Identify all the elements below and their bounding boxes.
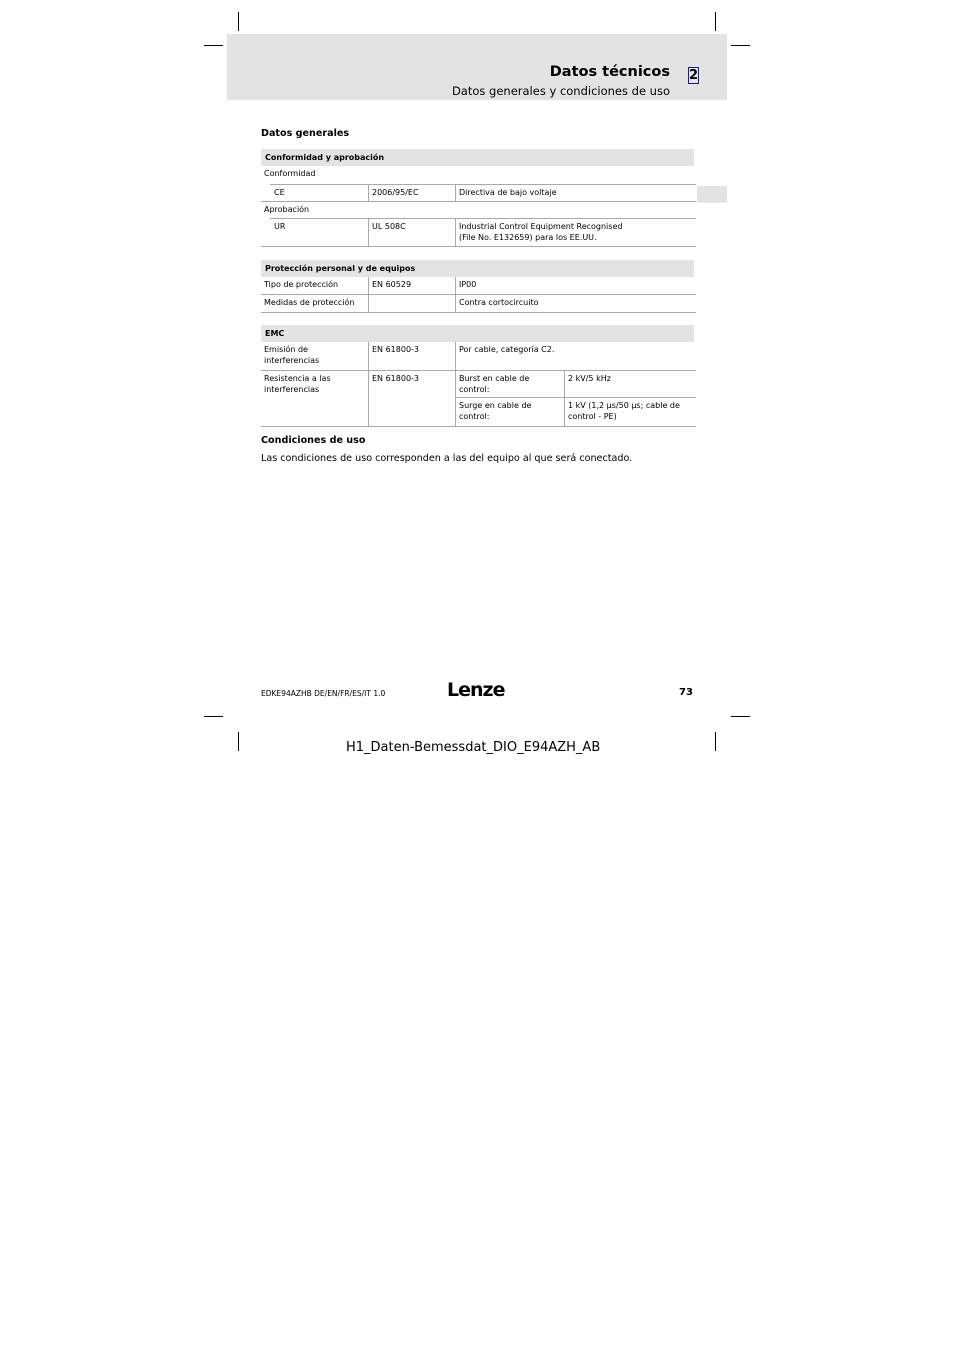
table-header: EMC	[261, 325, 694, 342]
row-name: Medidas de protección	[264, 298, 355, 307]
table-protection	[261, 260, 696, 313]
table-row	[261, 166, 696, 184]
row-name: CE	[270, 184, 368, 201]
crop-mark	[238, 12, 239, 31]
label-line: Burst en cable de	[459, 374, 530, 383]
row-value: Contra cortocircuito	[455, 295, 696, 312]
chapter-side-tab	[697, 186, 727, 203]
row-name: Tipo de protección	[264, 280, 339, 289]
crop-mark	[204, 716, 223, 717]
row-value: IP00	[455, 277, 696, 294]
row-name	[261, 342, 368, 370]
section-heading-conditions: Condiciones de uso	[261, 435, 366, 446]
footer-doc-id: EDKE94AZHB DE/EN/FR/ES/IT 1.0	[261, 689, 386, 698]
table-row	[261, 277, 696, 295]
name-line: Resistencia a las	[264, 374, 331, 383]
value-line: (File No. E132659) para los EE.UU.	[459, 232, 597, 242]
table-emc	[261, 325, 696, 427]
label-line: control:	[459, 384, 490, 394]
sub-row-label	[455, 398, 564, 426]
table-conformity	[261, 149, 696, 247]
table-row	[261, 202, 696, 218]
value-line: 1 kV (1,2 µs/50 µs; cable de	[568, 401, 680, 410]
crop-mark	[731, 716, 750, 717]
row-standard: EN 60529	[368, 277, 455, 294]
row-value: Por cable, categoría C2.	[455, 342, 696, 370]
row-standard: EN 61800-3	[368, 371, 455, 426]
conditions-paragraph: Las condiciones de uso corresponden a las del equipo al que será conectado.	[261, 453, 633, 464]
table-row	[261, 342, 696, 371]
row-standard: EN 61800-3	[368, 342, 455, 370]
row-standard	[368, 295, 455, 312]
table-row	[261, 184, 696, 202]
value-line: control - PE)	[568, 411, 617, 421]
file-label: H1_Daten-Bemessdat_DIO_E94AZH_AB	[346, 740, 601, 755]
row-standard: UL 508C	[368, 218, 455, 246]
row-name: UR	[270, 218, 368, 246]
label-line: control:	[459, 411, 490, 421]
name-line: interferencias	[264, 384, 320, 394]
table-row	[261, 218, 696, 247]
row-standard: 2006/95/EC	[368, 184, 455, 201]
label-line: Surge en cable de	[459, 401, 532, 410]
table-header: Protección personal y de equipos	[261, 260, 694, 277]
table-row	[261, 295, 696, 313]
row-name	[261, 371, 368, 426]
page-subtitle: Datos generales y condiciones de uso	[451, 84, 670, 98]
value-line: Industrial Control Equipment Recognised	[459, 222, 623, 231]
sub-row-label	[455, 371, 564, 398]
name-line: interferencias	[264, 355, 320, 365]
page-title: Datos técnicos	[549, 64, 670, 80]
crop-mark	[238, 732, 239, 751]
crop-mark	[715, 12, 716, 31]
crop-mark	[204, 45, 223, 46]
table-header: Conformidad y aprobación	[261, 149, 694, 166]
row-value	[455, 218, 696, 246]
lenze-logo: Lenze	[447, 679, 505, 701]
page-number: 73	[679, 687, 693, 698]
crop-mark	[731, 45, 750, 46]
chapter-number[interactable]: 2	[689, 68, 699, 83]
group-label: Conformidad	[264, 169, 316, 178]
name-line: Emisión de	[264, 345, 308, 354]
sub-row-value: 2 kV/5 kHz	[564, 371, 696, 398]
group-label: Aprobación	[264, 205, 310, 214]
table-row	[261, 371, 696, 427]
row-value: Directiva de bajo voltaje	[455, 184, 696, 201]
section-heading-general: Datos generales	[261, 128, 350, 139]
crop-mark	[715, 732, 716, 751]
sub-row-value	[564, 398, 696, 426]
